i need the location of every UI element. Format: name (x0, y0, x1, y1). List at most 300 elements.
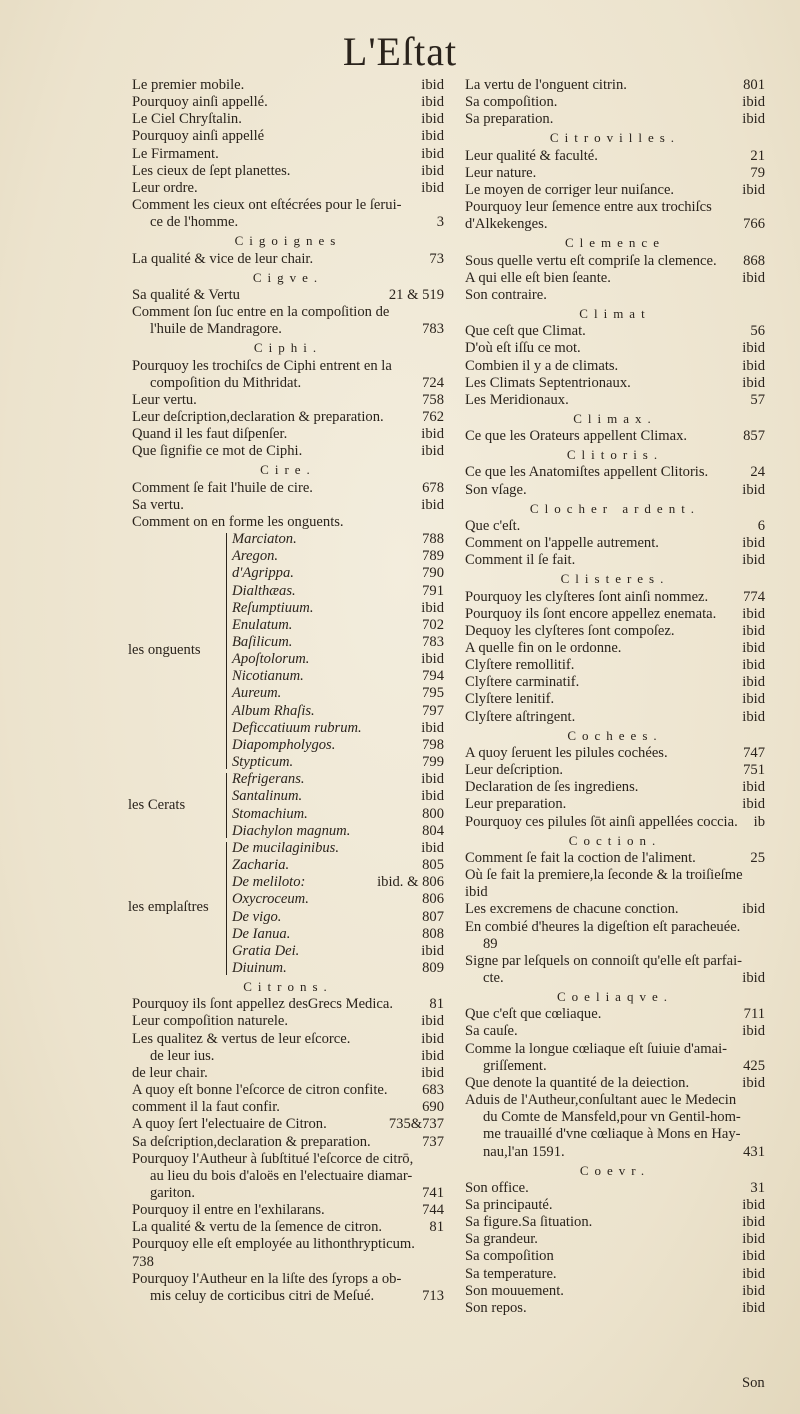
entry-text: Reſumptiuum. (232, 599, 314, 616)
index-entry (132, 321, 444, 338)
entry-text: Pourquoy ils ſont appellez desGrecs Medica. (132, 996, 393, 1013)
entry-text: Aduis de l'Autheur,conſultant auec le Medecin (465, 1092, 737, 1109)
index-entry (465, 1266, 765, 1283)
index-entry (132, 737, 444, 754)
entry-text: Sa principauté. (465, 1197, 553, 1213)
page-reference: ibid (742, 969, 765, 986)
index-entry (465, 970, 765, 987)
entry-text: Signe par leſquels on connoiſt qu'elle eſt parfai- (465, 952, 742, 969)
index-entry (132, 1185, 444, 1202)
page-title: L'Eſtat (342, 29, 458, 74)
page-reference: 56 (750, 323, 765, 340)
page-reference: ibid (421, 1013, 444, 1030)
index-entry (465, 606, 765, 623)
index-entry (465, 867, 765, 884)
entry-text: mis celuy de corticibus citri de Meſué. (150, 1287, 375, 1304)
entry-text: Comment les cieux ont eſtécrées pour le ſerui- (132, 197, 402, 214)
page-reference: 783 (422, 634, 444, 650)
page-reference: ibid (742, 779, 765, 796)
entry-text: Ce que les Orateurs appellent Climax. (465, 428, 688, 445)
entry-text: du Comte de Mansfeld,pour vn Gentil-hom- (483, 1109, 741, 1126)
page-reference: 794 (422, 668, 444, 685)
page-reference: ibid (742, 901, 765, 918)
entry-text: gariton. (150, 1185, 195, 1201)
index-entry (132, 943, 444, 960)
entry-text: Sa vertu. (132, 496, 184, 513)
index-entry (132, 617, 444, 634)
index-entry (465, 552, 765, 569)
section-heading: Cochees. (567, 727, 663, 743)
page-reference: ibid (421, 162, 444, 179)
index-entry (465, 77, 765, 94)
index-entry (465, 919, 765, 936)
entry-text: Sa grandeur. (465, 1231, 538, 1248)
brace-group (128, 531, 444, 771)
entry-text: Sous quelle vertu eſt compriſe la clemence. (465, 252, 717, 269)
index-entry (132, 214, 444, 231)
group-label: les Cerats (128, 796, 186, 813)
brace-group (128, 771, 444, 840)
page-reference: 31 (750, 1179, 765, 1196)
page-reference: 857 (743, 428, 765, 445)
page-reference: ibid (742, 481, 765, 498)
entry-text: Declaration de ſes ingrediens. (465, 779, 639, 796)
index-entry (132, 840, 444, 857)
page-reference: 798 (422, 736, 444, 753)
entry-text: Que ſignifie ce mot de Ciphi. (132, 443, 303, 460)
page-reference: 690 (422, 1099, 444, 1116)
index-entry (132, 720, 444, 737)
index-entry (465, 182, 765, 199)
entry-text: Son office. (465, 1179, 529, 1196)
index-entry (465, 1126, 765, 1143)
index-entry (465, 709, 765, 726)
page-reference: ibid (421, 94, 444, 111)
entry-text: Pourquoy il entre en l'exhilarans. (132, 1202, 325, 1219)
page-reference: ibid (421, 942, 444, 959)
page-reference: ibid (421, 1030, 444, 1047)
entry-text: Dialthæas. (232, 582, 296, 599)
entry-text: Album Rhaſis. (232, 702, 315, 719)
page-reference: ibid (421, 788, 444, 805)
entry-text: Nicotianum. (232, 668, 304, 685)
index-entry (132, 1151, 444, 1168)
page-reference: 809 (422, 959, 444, 976)
page-reference: 6 (757, 517, 765, 534)
index-entry (132, 1134, 444, 1151)
brace-mark (226, 533, 227, 769)
index-entry (465, 216, 765, 233)
index-entry (465, 375, 765, 392)
entry-text: d'Agrippa. (232, 565, 294, 582)
entry-text: Stomachium. (232, 805, 308, 822)
page-reference: ibid. & 806 (377, 874, 444, 891)
entry-text: Pourquoy elle eſt employée au lithonthrypticum. (132, 1236, 415, 1253)
page-reference: ibid (742, 269, 765, 286)
index-entry (132, 443, 444, 460)
index-entry (132, 926, 444, 943)
index-entry (465, 814, 765, 831)
index-entry (465, 535, 765, 552)
index-entry (465, 657, 765, 674)
entry-text: Que denote la quantité de la deiection. (465, 1074, 690, 1091)
entry-text: Où ſe fait la premiere,la ſeconde & la troiſieſme (465, 867, 743, 884)
index-entry (132, 375, 444, 392)
index-entry (132, 1082, 444, 1099)
index-entry (132, 600, 444, 617)
index-entry (132, 960, 444, 977)
index-entry (132, 392, 444, 409)
page-reference: ibid (421, 179, 444, 196)
page-reference: 711 (743, 1006, 765, 1023)
index-entry (132, 128, 444, 145)
index-entry (132, 1271, 444, 1288)
index-entry (465, 111, 765, 128)
index-entry (132, 409, 444, 426)
page-reference: ibid (742, 374, 765, 391)
page-reference: ibid (421, 128, 444, 145)
index-entry (465, 1197, 765, 1214)
entry-text: Sa qualité & Vertu (132, 286, 240, 303)
index-entry (132, 94, 444, 111)
page-reference: 724 (422, 374, 444, 391)
page-reference: 788 (422, 531, 444, 548)
index-entry (132, 358, 444, 375)
entry-text: D'où eſt iſſu ce mot. (465, 340, 581, 357)
index-entry (132, 1116, 444, 1133)
entry-text: ce de l'homme. (150, 214, 239, 231)
index-entry (465, 1109, 765, 1126)
page-reference: ibid (742, 535, 765, 552)
index-entry (465, 1231, 765, 1248)
index-entry (132, 163, 444, 180)
entry-text: ibid (465, 884, 488, 901)
entry-text: Pourquoy ainſi appellé. (132, 94, 268, 111)
index-entry (132, 146, 444, 163)
page-reference: 797 (422, 702, 444, 719)
entry-text: Clyſtere carminatif. (465, 674, 580, 691)
index-entry (132, 1099, 444, 1116)
entry-text: De meliloto: (232, 874, 306, 891)
page-reference: 805 (422, 857, 444, 874)
brace-mark (226, 842, 227, 975)
entry-text: De vigo. (232, 908, 282, 925)
page-reference: ibid (742, 552, 765, 569)
section-heading: Citrovilles. (549, 130, 681, 146)
index-entry (465, 1180, 765, 1197)
entry-text: Comment on l'appelle autrement. (465, 535, 659, 552)
page-reference: ib (753, 813, 765, 830)
page-reference: 713 (422, 1287, 444, 1304)
index-entry (465, 199, 765, 216)
index-entry (465, 691, 765, 708)
brace-group (128, 839, 444, 977)
page-reference: ibid (742, 674, 765, 691)
group-label: les emplaſtres (128, 899, 209, 916)
section-heading: Coeliaqve. (557, 989, 673, 1005)
entry-text: Stypticum. (232, 754, 294, 771)
entry-text: A quelle fin on le ordonne. (465, 640, 622, 656)
entry-text: de leur chair. (132, 1064, 208, 1081)
entry-text: Leur deſcription. (465, 762, 564, 779)
index-entry (132, 548, 444, 565)
entry-text: Son mouuement. (465, 1282, 564, 1299)
index-entry (132, 197, 444, 214)
index-entry (465, 287, 765, 304)
page-reference: 747 (743, 744, 765, 761)
page-reference: 425 (743, 1057, 765, 1074)
entry-text: comment il la faut confir. (132, 1099, 280, 1116)
entry-text: Diachylon magnum. (232, 822, 351, 839)
page-reference: ibid (742, 708, 765, 725)
entry-text: A quoy ſert l'electuaire de Citron. (132, 1116, 327, 1133)
index-entry (465, 1041, 765, 1058)
entry-text: Marciaton. (232, 531, 297, 548)
brace-mark (226, 773, 227, 838)
section-heading: Coevr. (579, 1162, 651, 1178)
entry-text: Diapompholygos. (232, 736, 336, 753)
entry-text: Pourquoy ces pilules ſōt ainſi appellées coccia. (465, 813, 738, 830)
index-entry (465, 1300, 765, 1317)
entry-text: A quoy eſt bonne l'eſcorce de citron confite. (132, 1082, 388, 1099)
page-reference: ibid (421, 771, 444, 788)
index-entry (465, 745, 765, 762)
section-heading: Cigve. (252, 269, 324, 285)
page-reference: ibid (742, 1265, 765, 1282)
page-reference: 791 (422, 582, 444, 599)
section-heading: Climax. (573, 410, 657, 426)
index-entry (132, 1031, 444, 1048)
index-entry (465, 165, 765, 182)
index-entry (132, 685, 444, 702)
entry-text: La vertu de l'onguent citrin. (465, 77, 627, 93)
page-reference: 683 (422, 1082, 444, 1099)
entry-text: compoſition du Mithridat. (150, 374, 302, 391)
index-entry (132, 1219, 444, 1236)
index-entry (132, 1065, 444, 1082)
entry-text: Leur preparation. (465, 796, 567, 813)
page-reference: ibid (742, 1023, 765, 1040)
entry-text: Clyſtere remollitif. (465, 657, 575, 674)
entry-text: d'Alkekenges. (465, 216, 548, 233)
index-entry (132, 1048, 444, 1065)
entry-text: Comme la longue cœliaque eſt ſuiuie d'amai- (465, 1040, 727, 1057)
entry-text: griſſement. (483, 1057, 547, 1074)
page-reference: 783 (422, 321, 444, 338)
entry-text: Combien il y a de climats. (465, 357, 619, 374)
index-entry (132, 531, 444, 548)
page-reference: 741 (422, 1185, 444, 1201)
index-entry (465, 1075, 765, 1092)
index-entry (132, 180, 444, 197)
index-entry (465, 1248, 765, 1265)
entry-text: Son repos. (465, 1299, 527, 1316)
entry-text: Comment ſon ſuc entre en la compoſition de (132, 304, 390, 321)
entry-text: Pourquoy ils ſont encore appellez enemata. (465, 605, 717, 622)
page-reference: ibid (742, 94, 765, 111)
index-entry (465, 762, 765, 779)
page-reference: 751 (743, 762, 765, 779)
entry-text: Les Meridionaux. (465, 391, 569, 408)
page-reference: ibid (421, 599, 444, 616)
entry-text: Aregon. (232, 548, 279, 565)
page-reference: 789 (422, 548, 444, 565)
index-entry (132, 1288, 444, 1305)
entry-text: au lieu du bois d'aloës en l'electuaire diamar- (150, 1167, 413, 1184)
index-entry (465, 1006, 765, 1023)
page-reference: 804 (422, 822, 444, 839)
entry-text: La qualité & vertu de la ſemence de citron. (132, 1219, 383, 1236)
entry-text: Comment ſe fait l'huile de cire. (132, 479, 313, 496)
index-entry (465, 428, 765, 445)
index-entry (132, 1254, 444, 1271)
index-entry (465, 1144, 765, 1161)
index-entry (132, 857, 444, 874)
entry-text: Comment il ſe fait. (465, 552, 576, 569)
index-entry (132, 565, 444, 582)
page-reference: 57 (750, 391, 765, 408)
entry-text: Leur vertu. (132, 391, 197, 408)
entry-text: Ce que les Anatomiſtes appellent Clitoris. (465, 464, 709, 481)
page-reference: ibid (742, 1197, 765, 1213)
index-entry (465, 1058, 765, 1075)
entry-text: Les cieux de ſept planettes. (132, 162, 291, 179)
entry-text: Pourquoy l'Autheur à ſubſtitué l'eſcorce de citrō, (132, 1150, 414, 1167)
section-heading: Climat (579, 306, 651, 322)
entry-text: Les qualitez & vertus de leur eſcorce. (132, 1030, 351, 1047)
entry-text: Pourquoy leur ſemence entre aux trochiſcs (465, 199, 712, 216)
page-reference: 431 (743, 1143, 765, 1160)
entry-text: Son contraire. (465, 286, 547, 303)
index-entry (465, 340, 765, 357)
entry-text: Aureum. (232, 685, 282, 702)
index-entry (132, 668, 444, 685)
entry-text: Pourquoy ainſi appellé (132, 128, 265, 145)
page-reference: 799 (422, 754, 444, 771)
page-reference: ibid (742, 1214, 765, 1231)
entry-text: Les Climats Septentrionaux. (465, 374, 631, 391)
entry-text: Dequoy les clyſteres ſont compoſez. (465, 622, 675, 639)
catchword: Son (742, 1375, 765, 1391)
page-reference: 806 (422, 891, 444, 908)
entry-text: 89 (483, 935, 498, 952)
page-reference: 800 (422, 805, 444, 822)
page-reference: ibid (421, 839, 444, 856)
index-entry (132, 1236, 444, 1253)
index-entry (132, 583, 444, 600)
page-reference: 81 (429, 1219, 444, 1236)
entry-text: Refrigerans. (232, 771, 305, 788)
page-reference: ibid (742, 340, 765, 357)
index-entry (465, 796, 765, 813)
entry-text: Leur ordre. (132, 179, 198, 196)
entry-text: Que c'eſt. (465, 517, 521, 534)
page-reference: 21 (750, 147, 765, 164)
entry-text: A quoy ſeruent les pilules cochées. (465, 744, 668, 761)
entry-text: Leur compoſition naturele. (132, 1013, 289, 1030)
entry-text: Sa preparation. (465, 111, 554, 128)
index-entry (132, 77, 444, 94)
page-reference: 79 (750, 164, 765, 181)
page-reference: ibid (421, 426, 444, 443)
page-reference: ibid (421, 1064, 444, 1081)
index-entry (132, 304, 444, 321)
page-reference: ibid (742, 1231, 765, 1248)
entry-text: Oxycroceum. (232, 891, 309, 908)
page-reference: ibid (742, 622, 765, 639)
page-reference: ibid (742, 657, 765, 674)
entry-text: Santalinum. (232, 788, 303, 805)
section-heading: Clemence (565, 235, 665, 251)
entry-text: nau,l'an 1591. (483, 1143, 565, 1160)
entry-text: Le Ciel Chryſtalin. (132, 111, 242, 128)
entry-text: Le Firmament. (132, 145, 219, 162)
page-reference: ibid (742, 605, 765, 622)
index-entry (465, 936, 765, 953)
entry-text: Comment ſe fait la coction de l'aliment. (465, 849, 696, 866)
entry-text: Gratia Dei. (232, 942, 300, 959)
index-entry (132, 1168, 444, 1185)
page-reference: ibid (742, 1248, 765, 1265)
left-column (128, 77, 444, 1305)
page-reference: 807 (422, 908, 444, 925)
entry-text: Clyſtere aſtringent. (465, 708, 576, 725)
page-reference: ibid (742, 640, 765, 656)
index-entry (132, 287, 444, 304)
index-entry (132, 754, 444, 771)
page-reference: 3 (436, 214, 444, 231)
index-entry (465, 589, 765, 606)
entry-text: Leur nature. (465, 164, 537, 181)
entry-text: Clyſtere lenitif. (465, 691, 555, 708)
entry-text: Sa deſcription,declaration & preparation. (132, 1133, 371, 1150)
page-reference: ibid (742, 357, 765, 374)
index-entry (465, 358, 765, 375)
index-entry (465, 1092, 765, 1109)
page-reference: ibid (742, 1299, 765, 1316)
page-reference: 702 (422, 616, 444, 633)
entry-text: Sa cauſe. (465, 1023, 518, 1040)
page-reference: 744 (422, 1202, 444, 1219)
entry-text: Son vſage. (465, 481, 527, 498)
entry-text: Zacharia. (232, 857, 290, 874)
entry-text: Leur deſcription,declaration & preparation. (132, 408, 384, 425)
entry-text: De Ianua. (232, 925, 291, 942)
page-reference: 81 (429, 996, 444, 1013)
section-heading: Citrons. (243, 979, 333, 995)
index-entry (132, 1202, 444, 1219)
page-reference: ibid (421, 651, 444, 668)
page-reference: ibid (421, 77, 444, 93)
entry-text: Les excremens de chacune conction. (465, 901, 679, 918)
entry-text: me trauaillé d'vne cœliaque à Mons en Hay- (483, 1126, 741, 1143)
section-heading: Clitoris. (566, 447, 664, 463)
index-entry (465, 518, 765, 535)
entry-text: En combié d'heures la digeſtion eſt paracheuée. (465, 918, 741, 935)
index-entry (465, 884, 765, 901)
entry-text: La qualité & vice de leur chair. (132, 250, 314, 267)
page-reference: ibid (742, 1282, 765, 1299)
index-entry (465, 674, 765, 691)
entry-text: Quand il les faut diſpenſer. (132, 426, 288, 443)
index-entry (465, 270, 765, 287)
page-reference: 21 & 519 (388, 286, 444, 303)
index-entry (465, 850, 765, 867)
page-reference: 24 (750, 464, 765, 481)
index-entry (465, 1214, 765, 1231)
page-reference: 73 (429, 250, 444, 267)
entry-text: Que ceſt que Climat. (465, 323, 586, 340)
